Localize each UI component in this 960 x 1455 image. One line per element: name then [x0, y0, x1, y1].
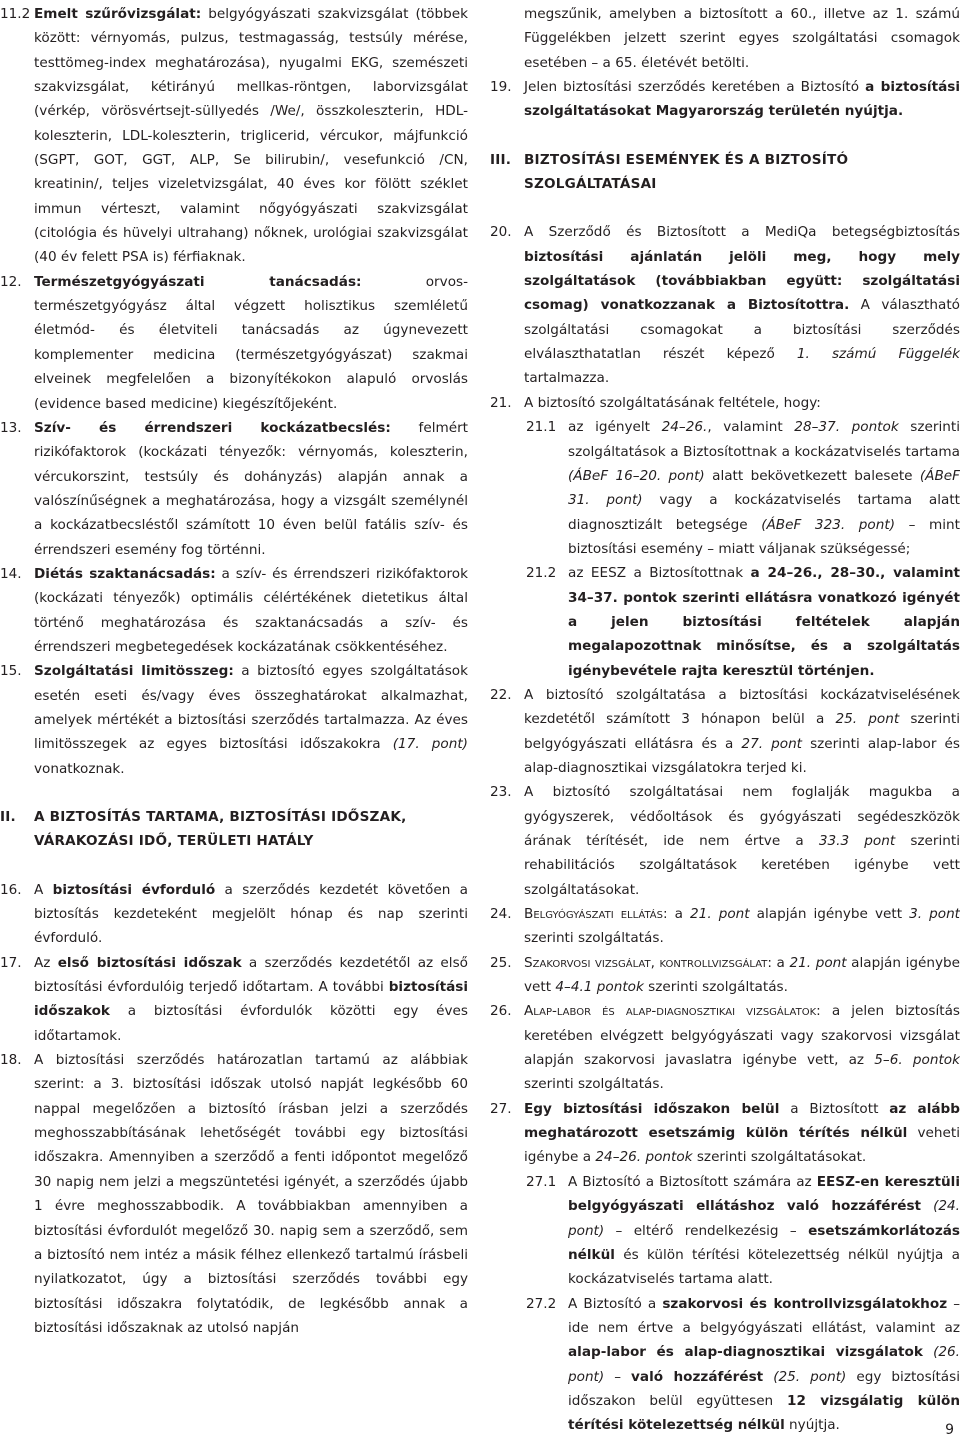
item-text: A Biztosító a szakorvosi és kontrollvizsgálatokhoz – ide nem értve a belgyógyászati ellátást, valamint az alap-labor és alap-diagnosztikai vizsgálatok (26. pont) – való hozzáférést (25. pont) egy biztosítási időszakon belül együttesen 12 vizsgálatig külön térítési kötelezettség nélkül nyújtja. — [568, 1295, 960, 1434]
item-text: Diétás szaktanácsadás: a szív- és érrendszeri rizikófaktorok (kockázati tényezők) optimális célértékének dietetikus által történő meghatározása és szaktanácsadás a szív- és érrendszeri megbetegedések kockázatának csökkentéséhez. — [34, 565, 468, 655]
numbered-item — [490, 1097, 960, 1170]
item-number: 24. — [490, 906, 512, 923]
sub-item-list — [490, 1170, 960, 1438]
item-text: Szakorvosi vizsgálat, kontrollvizsgálat: a 21. pont alapján igénybe vett 4–4.1 pontok szerinti szolgáltatás. — [524, 954, 960, 996]
section-heading-ii — [0, 805, 468, 854]
item-number: 17. — [0, 954, 22, 971]
item-text: Az első biztosítási időszak a szerződés kezdetétől az első biztosítási évfordulóig terjedő időtartam. A további biztosítási időszakok a biztosítási évfordulók közötti egy éves időtartamok. — [34, 954, 468, 1044]
item-text: A biztosítási évforduló a szerződés kezdetét követően a biztosítás kezdeteként megjelölt hónap és nap szerinti évforduló. — [34, 881, 468, 947]
numbered-item — [0, 659, 468, 781]
left-column — [0, 2, 468, 1340]
numbered-item — [0, 1048, 468, 1340]
section-title-line: BIZTOSÍTÁSI ESEMÉNYEK ÉS A BIZTOSÍTÓ — [524, 151, 849, 168]
item-text: A Biztosító a Biztosított számára az EESZ-en keresztüli belgyógyászati ellátáshoz való hozzáférést (24. pont) – eltérő rendelkezésig – esetszámkorlátozás nélkül és külön térítési kötelezettség nélkül nyújtja a kockázatviselés tartama alatt. — [568, 1173, 960, 1288]
item-text: A biztosító szolgáltatása a biztosítási kockázatviselésének kezdetétől számított 3 hónapon belül a 25. pont szerinti belgyógyászati ellátásra és a 27. pont szerinti alap-labor és alap-diagnosztikai vizsgálatokra terjed ki. — [524, 686, 960, 776]
item-number: 14. — [0, 565, 22, 582]
item-number: 22. — [490, 686, 512, 703]
item-number: 15. — [0, 663, 22, 680]
item-text: Belgyógyászati ellátás: a 21. pont alapján igénybe vett 3. pont szerinti szolgáltatás. — [524, 906, 960, 947]
item-text: az EESZ a Biztosítottnak a 24–26., 28–30., valamint 34–37. pontok szerinti ellátásra vonatkozó igényét a jelen biztosítási feltételek alapján megalapozottnak minősítse, és a szolgáltatás igénybevétele rajta keresztül történjen. — [568, 565, 960, 679]
numbered-item — [0, 562, 468, 659]
page-number: 9 — [945, 1422, 954, 1438]
section-title-line: SZOLGÁLTATÁSAI — [524, 176, 657, 193]
item-text: Szív- és érrendszeri kockázatbecslés: felmért rizikófaktorok (kockázati tényezők: vérnyomás, koleszterin, vércukorszint, testsúly és dohányzás) alapján annak a valószínűségnek a meghatározása, hogy a vizsgált személynél a kockázatbecsléstől számított 10 éven belül fatális szív- és érrendszeri esemény fog történni. — [34, 419, 468, 558]
numbered-item — [0, 270, 468, 416]
item-number: 21.2 — [526, 565, 557, 582]
continuation-paragraph — [490, 2, 960, 75]
numbered-item — [490, 75, 960, 124]
right-column — [490, 2, 960, 1438]
numbered-item — [0, 416, 468, 562]
item-number: 18. — [0, 1052, 22, 1069]
item-text: Jelen biztosítási szerződés keretében a Biztosító a biztosítási szolgáltatásokat Magyarország területén nyújtja. — [524, 79, 960, 120]
item-number: 27.1 — [526, 1173, 557, 1190]
continuation-text: megszűnik, amelyben a biztosított a 60., illetve az 1. számú Függelékben jelzett szerint egyes szolgáltatási csomagok esetében – a 65. életévét betölti. — [524, 6, 960, 71]
numbered-item — [490, 780, 960, 902]
sub-item — [526, 415, 960, 561]
item-text: Természetgyógyászati tanácsadás: orvos-természetgyógyász által végzett holisztikus szemléletű életmód- és életviteli tanácsadás az úgynevezett komplementer medicina (természetgyógyászat) szakmai elveinek megfelelően a bizonyítékokon alapuló orvoslás (evidence based medicine) kiegészítőjeként. — [34, 273, 468, 412]
item-number: 19. — [490, 79, 512, 96]
numbered-item — [0, 878, 468, 951]
item-number: 27. — [490, 1100, 512, 1117]
item-text: A biztosító szolgáltatásának feltétele, hogy: — [524, 394, 821, 411]
item-number: 27.2 — [526, 1295, 557, 1312]
item-number: 25. — [490, 954, 512, 971]
left-item-list — [0, 2, 468, 781]
item-number: 26. — [490, 1003, 512, 1020]
section-title-line: VÁRAKOZÁSI IDŐ, TERÜLETI HATÁLY — [34, 833, 314, 850]
item-number: 11.2 — [0, 6, 31, 22]
sub-item — [526, 1292, 960, 1438]
sub-item — [526, 1170, 960, 1292]
sub-item-list — [490, 415, 960, 683]
item-text: az igényelt 24–26., valamint 28–37. pontok szerinti szolgáltatások a Biztosítottnak a kockázatviselés tartama (ÁBeF 16–20. pont) alatt bekövetkezett balesete (ÁBeF 31. pont) vagy a kockázatviselés tartama alatt diagnosztizált betegsége (ÁBeF 323. pont) – mint biztosítási esemény – miatt váljanak szükségessé; — [568, 419, 960, 557]
numbered-item — [490, 683, 960, 780]
numbered-item — [0, 2, 468, 270]
section-title-line: A BIZTOSÍTÁS TARTAMA, BIZTOSÍTÁSI IDŐSZAK, — [34, 809, 407, 825]
item-text: Alap-labor és alap-diagnosztikai vizsgálatok: a jelen biztosítás keretében elvégzett belgyógyászati vagy szakorvosi vizsgálat alapján szakorvosi javaslatra igénybe vett, az 5–6. pontok szerinti szolgáltatás. — [524, 1003, 960, 1093]
item-number: 23. — [490, 784, 512, 801]
left-item-list-2 — [0, 878, 468, 1341]
item-number: 21. — [490, 394, 512, 411]
section-number: III. — [490, 151, 512, 168]
item-text: A Szerződő és Biztosított a MediQa betegségbiztosítás biztosítási ajánlatán jelöli meg, hogy mely szolgáltatások (továbbiakban együtt: szolgáltatási csomag) vonatkozzanak a Biztosítottra. A választható szolgáltatási csomagokat a biztosítási szerződés elválaszthatatlan részét képező 1. számú Függelék tartalmazza. — [524, 224, 960, 387]
item-text: Egy biztosítási időszakon belül a Biztosított az alább meghatározott esetszámig külön térítés nélkül veheti igénybe a 24–26. pontok szerinti szolgáltatásokat. — [524, 1100, 960, 1166]
item-number: 13. — [0, 419, 22, 436]
section-number: II. — [0, 809, 16, 825]
item-text: A biztosító szolgáltatásai nem foglalják magukba a gyógyszerek, védőoltások és gyógyászati segédeszközök árának térítését, ide nem értve a 33.3 pont szerinti rehabilitációs szolgáltatások keretében igénybe vett szolgáltatásokat. — [524, 784, 960, 898]
item-text: Szolgáltatási limitösszeg: a biztosító egyes szolgáltatások esetén eseti és/vagy éves összeghatárokat alkalmazhat, amelyek mértékét a biztosítási szerződés tartalmazza. Az éves limitösszegek az egyes biztosítási időszakokra (17. pont) vonatkoznak. — [34, 663, 468, 777]
item-number: 16. — [0, 881, 22, 898]
item-number: 12. — [0, 273, 22, 290]
numbered-item — [490, 902, 960, 951]
numbered-item — [490, 391, 960, 415]
item-text: A biztosítási szerződés határozatlan tartamú az alábbiak szerint: a 3. biztosítási időszak utolsó napját legkésőbb 60 nappal megelőzően a biztosító írásban jelzi a szerződés meghosszabbításának lehetőségét további egy biztosítási időszakra. Amennyiben a szerződő a fenti időpontot megelőző 30 napig nem jelzi a megszüntetési igényét, a szerződés újabb 1 évre meghosszabbodik. A továbbiakban amennyiben a biztosítási évfordulót megelőző 30. napig sem a szerződő, sem a biztosító nem intéz a másik félhez ellenkező tartalmú írásbeli nyilatkozatot, úgy a biztosítási szerződés további egy biztosítási időszakra folytatódik, de legkésőbb annak a biztosítási időszaknak az utolsó napján — [34, 1052, 468, 1336]
numbered-item — [490, 999, 960, 1096]
item-text: Emelt szűrővizsgálat: belgyógyászati szakvizsgálat (többek között: vérnyomás, pulzus, testmagasság, testsúly mérése, testtömeg-index meghatározása), nyugalmi EKG, szemészeti szakvizsgálat, kétirányú mellkas-röntgen, laborvizsgálat (vérkép, vörösvértsejt-süllyedés /We/, összkoleszterin, HDL-koleszterin, LDL-koleszterin, triglicerid, vércukor, májfunkció (SGPT, GOT, GGT, ALP, Se bilirubin/, vesefunkció /CN, kreatinin/, teljes vizeletvizsgálat, 40 éves kor fölött széklet immun vérteszt, valamint nőgyógyászati szakvizsgálat (citológia és hüvelyi ultrahang) nőknek, urológiai szakvizsgálat (40 év felett PSA is) férfiaknak. — [34, 6, 468, 266]
right-item-list — [490, 683, 960, 1170]
numbered-item — [490, 951, 960, 1000]
numbered-item — [0, 951, 468, 1048]
section-heading-iii — [490, 148, 960, 197]
item-number: 21.1 — [526, 419, 557, 436]
item-number: 20. — [490, 224, 512, 241]
sub-item — [526, 561, 960, 683]
numbered-item — [490, 220, 960, 390]
